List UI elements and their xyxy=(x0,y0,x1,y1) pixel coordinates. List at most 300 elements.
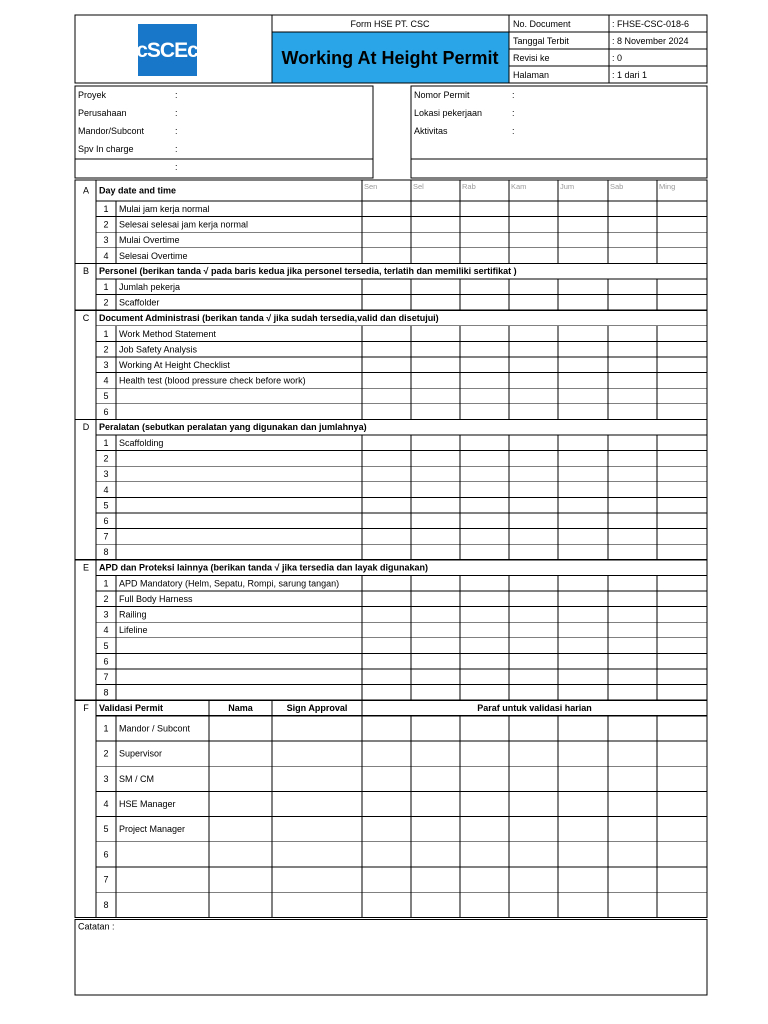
day-cell[interactable] xyxy=(558,482,608,498)
day-cell[interactable] xyxy=(608,685,657,701)
day-cell[interactable] xyxy=(558,653,608,669)
day-cell[interactable] xyxy=(460,497,509,513)
day-cell[interactable] xyxy=(460,892,509,917)
day-cell[interactable] xyxy=(362,817,411,842)
day-cell[interactable] xyxy=(608,741,657,766)
day-cell[interactable] xyxy=(509,741,558,766)
day-cell[interactable] xyxy=(657,817,707,842)
day-cell[interactable] xyxy=(558,892,608,917)
day-cell[interactable] xyxy=(509,357,558,373)
day-cell[interactable] xyxy=(558,544,608,560)
day-cell[interactable] xyxy=(411,638,460,654)
row-label: HSE Manager xyxy=(119,799,176,809)
day-cell[interactable] xyxy=(657,575,707,591)
day-cell[interactable] xyxy=(657,638,707,654)
day-cell[interactable] xyxy=(411,685,460,701)
day-cell[interactable] xyxy=(411,435,460,451)
day-cell[interactable] xyxy=(657,326,707,342)
day-cell[interactable] xyxy=(362,607,411,623)
day-cell[interactable] xyxy=(362,404,411,420)
day-cell[interactable] xyxy=(362,575,411,591)
day-cell[interactable] xyxy=(460,607,509,623)
day-cell[interactable] xyxy=(460,373,509,389)
day-cell[interactable] xyxy=(460,791,509,816)
day-cell[interactable] xyxy=(460,466,509,482)
day-cell[interactable] xyxy=(558,791,608,816)
day-cell[interactable] xyxy=(657,201,707,217)
day-cell[interactable] xyxy=(608,842,657,867)
day-cell[interactable] xyxy=(509,544,558,560)
day-cell[interactable] xyxy=(657,388,707,404)
day-cell[interactable] xyxy=(460,575,509,591)
row-number: 5 xyxy=(103,824,109,835)
page-title: Working At Height Permit xyxy=(281,48,499,68)
day-cell[interactable] xyxy=(657,892,707,917)
day-cell[interactable] xyxy=(608,295,657,311)
day-cell[interactable] xyxy=(509,404,558,420)
nama-field[interactable] xyxy=(209,741,272,766)
day-cell[interactable] xyxy=(608,357,657,373)
day-cell[interactable] xyxy=(509,201,558,217)
day-cell[interactable] xyxy=(608,388,657,404)
day-cell[interactable] xyxy=(411,529,460,545)
day-cell[interactable] xyxy=(362,867,411,892)
day-cell[interactable] xyxy=(411,248,460,264)
day-cell[interactable] xyxy=(460,217,509,233)
sign-field[interactable] xyxy=(272,791,362,816)
day-cell[interactable] xyxy=(509,591,558,607)
day-cell[interactable] xyxy=(362,435,411,451)
day-cell[interactable] xyxy=(558,591,608,607)
day-cell[interactable] xyxy=(362,892,411,917)
row-number: 8 xyxy=(103,899,109,910)
day-cell[interactable] xyxy=(608,341,657,357)
day-cell[interactable] xyxy=(608,513,657,529)
day-cell[interactable] xyxy=(362,295,411,311)
day-cell[interactable] xyxy=(558,867,608,892)
row-label: Scaffolding xyxy=(119,438,164,448)
day-cell[interactable] xyxy=(509,295,558,311)
day-cell[interactable] xyxy=(509,466,558,482)
nama-field[interactable] xyxy=(209,842,272,867)
day-cell[interactable] xyxy=(362,529,411,545)
day-cell[interactable] xyxy=(608,279,657,295)
day-cell[interactable] xyxy=(558,622,608,638)
day-cell[interactable] xyxy=(460,817,509,842)
day-cell[interactable] xyxy=(362,653,411,669)
day-cell[interactable] xyxy=(411,326,460,342)
day-cell[interactable] xyxy=(608,591,657,607)
catatan-label: Catatan : xyxy=(78,921,115,932)
section-letter: A xyxy=(82,185,90,196)
day-cell[interactable] xyxy=(657,341,707,357)
day-cell[interactable] xyxy=(509,669,558,685)
day-cell[interactable] xyxy=(558,497,608,513)
day-cell[interactable] xyxy=(608,622,657,638)
day-cell[interactable] xyxy=(460,544,509,560)
day-cell[interactable] xyxy=(509,326,558,342)
day-cell[interactable] xyxy=(460,622,509,638)
day-cell[interactable] xyxy=(460,766,509,791)
day-cell[interactable] xyxy=(460,653,509,669)
day-cell[interactable] xyxy=(411,669,460,685)
meta-value: : 8 November 2024 xyxy=(612,36,689,46)
row-number: 1 xyxy=(103,328,109,339)
day-cell[interactable] xyxy=(558,295,608,311)
day-cell[interactable] xyxy=(362,326,411,342)
day-cell[interactable] xyxy=(657,232,707,248)
day-cell[interactable] xyxy=(509,817,558,842)
day-cell[interactable] xyxy=(460,685,509,701)
day-cell[interactable] xyxy=(362,513,411,529)
day-cell[interactable] xyxy=(558,842,608,867)
day-cell[interactable] xyxy=(608,497,657,513)
form-label: Form HSE PT. CSC xyxy=(350,19,430,29)
day-cell[interactable] xyxy=(608,482,657,498)
day-cell[interactable] xyxy=(509,622,558,638)
row-number: 1 xyxy=(103,204,109,214)
day-label: Sab xyxy=(610,182,624,191)
day-cell[interactable] xyxy=(509,513,558,529)
day-cell[interactable] xyxy=(657,607,707,623)
row-number: 7 xyxy=(103,672,109,682)
day-cell[interactable] xyxy=(509,685,558,701)
day-cell[interactable] xyxy=(608,217,657,233)
day-cell[interactable] xyxy=(460,867,509,892)
day-cell[interactable] xyxy=(558,466,608,482)
day-cell[interactable] xyxy=(411,892,460,917)
day-cell[interactable] xyxy=(558,388,608,404)
day-cell[interactable] xyxy=(411,591,460,607)
row-number: 2 xyxy=(103,594,109,604)
day-cell[interactable] xyxy=(362,544,411,560)
day-cell[interactable] xyxy=(509,892,558,917)
day-cell[interactable] xyxy=(362,741,411,766)
day-cell[interactable] xyxy=(657,373,707,389)
day-cell[interactable] xyxy=(362,466,411,482)
day-cell[interactable] xyxy=(509,867,558,892)
day-cell[interactable] xyxy=(509,842,558,867)
day-cell[interactable] xyxy=(608,232,657,248)
day-cell[interactable] xyxy=(509,248,558,264)
day-cell[interactable] xyxy=(362,373,411,389)
day-cell[interactable] xyxy=(657,653,707,669)
info-input-field[interactable] xyxy=(517,122,705,140)
day-cell[interactable] xyxy=(558,716,608,741)
day-cell[interactable] xyxy=(411,791,460,816)
day-cell[interactable] xyxy=(411,388,460,404)
day-cell[interactable] xyxy=(657,357,707,373)
day-cell[interactable] xyxy=(608,575,657,591)
sign-field[interactable] xyxy=(272,842,362,867)
day-cell[interactable] xyxy=(362,716,411,741)
day-cell[interactable] xyxy=(608,716,657,741)
day-cell[interactable] xyxy=(362,842,411,867)
day-cell[interactable] xyxy=(558,248,608,264)
day-cell[interactable] xyxy=(411,466,460,482)
day-cell[interactable] xyxy=(657,279,707,295)
day-cell[interactable] xyxy=(509,497,558,513)
day-cell[interactable] xyxy=(608,607,657,623)
day-cell[interactable] xyxy=(362,248,411,264)
nama-field[interactable] xyxy=(209,716,272,741)
day-cell[interactable] xyxy=(558,435,608,451)
day-cell[interactable] xyxy=(657,544,707,560)
day-cell[interactable] xyxy=(362,685,411,701)
info-input-field[interactable] xyxy=(180,140,370,158)
day-cell[interactable] xyxy=(558,513,608,529)
info-input-field[interactable] xyxy=(517,104,705,122)
day-cell[interactable] xyxy=(608,326,657,342)
day-cell[interactable] xyxy=(362,638,411,654)
sign-field[interactable] xyxy=(272,817,362,842)
day-cell[interactable] xyxy=(460,295,509,311)
day-cell[interactable] xyxy=(608,638,657,654)
day-cell[interactable] xyxy=(608,817,657,842)
day-cell[interactable] xyxy=(411,544,460,560)
day-cell[interactable] xyxy=(558,607,608,623)
day-cell[interactable] xyxy=(608,791,657,816)
day-cell[interactable] xyxy=(608,653,657,669)
sign-field[interactable] xyxy=(272,716,362,741)
day-cell[interactable] xyxy=(558,326,608,342)
day-cell[interactable] xyxy=(657,497,707,513)
day-cell[interactable] xyxy=(558,217,608,233)
day-cell[interactable] xyxy=(509,716,558,741)
day-cell[interactable] xyxy=(558,357,608,373)
day-cell[interactable] xyxy=(362,766,411,791)
day-cell[interactable] xyxy=(608,435,657,451)
section-title: Day date and time xyxy=(99,185,177,196)
day-cell[interactable] xyxy=(558,373,608,389)
day-cell[interactable] xyxy=(558,817,608,842)
day-cell[interactable] xyxy=(608,201,657,217)
day-cell[interactable] xyxy=(657,451,707,467)
day-cell[interactable] xyxy=(657,248,707,264)
day-cell[interactable] xyxy=(460,638,509,654)
day-cell[interactable] xyxy=(509,653,558,669)
day-cell[interactable] xyxy=(558,451,608,467)
day-cell[interactable] xyxy=(460,842,509,867)
day-cell[interactable] xyxy=(657,435,707,451)
nama-field[interactable] xyxy=(209,867,272,892)
sign-field[interactable] xyxy=(272,766,362,791)
day-cell[interactable] xyxy=(460,451,509,467)
day-cell[interactable] xyxy=(657,716,707,741)
day-cell[interactable] xyxy=(509,638,558,654)
day-cell[interactable] xyxy=(411,451,460,467)
day-cell[interactable] xyxy=(657,622,707,638)
day-cell[interactable] xyxy=(657,217,707,233)
day-cell[interactable] xyxy=(509,451,558,467)
day-cell[interactable] xyxy=(411,653,460,669)
day-cell[interactable] xyxy=(460,529,509,545)
day-cell[interactable] xyxy=(509,232,558,248)
day-cell[interactable] xyxy=(657,529,707,545)
day-cell[interactable] xyxy=(657,867,707,892)
day-cell[interactable] xyxy=(411,867,460,892)
day-cell[interactable] xyxy=(509,607,558,623)
day-cell[interactable] xyxy=(558,766,608,791)
row-number: 4 xyxy=(103,625,109,636)
info-input-field[interactable] xyxy=(517,86,705,104)
day-cell[interactable] xyxy=(362,451,411,467)
day-cell[interactable] xyxy=(460,716,509,741)
meta-value-field[interactable] xyxy=(609,49,707,66)
day-cell[interactable] xyxy=(460,741,509,766)
day-cell[interactable] xyxy=(509,575,558,591)
day-cell[interactable] xyxy=(657,295,707,311)
day-cell[interactable] xyxy=(608,766,657,791)
day-cell[interactable] xyxy=(657,404,707,420)
day-cell[interactable] xyxy=(411,341,460,357)
info-input-field[interactable] xyxy=(180,158,370,176)
day-cell[interactable] xyxy=(460,279,509,295)
day-cell[interactable] xyxy=(411,482,460,498)
day-cell[interactable] xyxy=(460,341,509,357)
day-cell[interactable] xyxy=(460,669,509,685)
day-cell[interactable] xyxy=(362,497,411,513)
day-cell[interactable] xyxy=(460,201,509,217)
day-cell[interactable] xyxy=(411,817,460,842)
day-cell[interactable] xyxy=(362,357,411,373)
day-cell[interactable] xyxy=(558,685,608,701)
day-cell[interactable] xyxy=(657,842,707,867)
day-cell[interactable] xyxy=(411,741,460,766)
catatan-field[interactable] xyxy=(75,919,707,995)
section-title: Personel (berikan tanda √ pada baris kedua jika personel tersedia, terlatih dan memiliki sertifikat ) xyxy=(99,266,517,277)
day-cell[interactable] xyxy=(558,341,608,357)
day-cell[interactable] xyxy=(509,482,558,498)
day-cell[interactable] xyxy=(411,404,460,420)
day-cell[interactable] xyxy=(460,357,509,373)
day-cell[interactable] xyxy=(460,232,509,248)
day-cell[interactable] xyxy=(362,232,411,248)
day-cell[interactable] xyxy=(657,766,707,791)
day-cell[interactable] xyxy=(657,791,707,816)
day-cell[interactable] xyxy=(460,326,509,342)
day-cell[interactable] xyxy=(558,638,608,654)
day-cell[interactable] xyxy=(558,575,608,591)
nama-field[interactable] xyxy=(209,791,272,816)
day-cell[interactable] xyxy=(657,482,707,498)
day-cell[interactable] xyxy=(362,622,411,638)
day-cell[interactable] xyxy=(558,232,608,248)
sign-field[interactable] xyxy=(272,741,362,766)
day-cell[interactable] xyxy=(362,341,411,357)
nama-field[interactable] xyxy=(209,892,272,917)
day-cell[interactable] xyxy=(411,716,460,741)
day-cell[interactable] xyxy=(509,279,558,295)
day-cell[interactable] xyxy=(362,669,411,685)
sign-field[interactable] xyxy=(272,867,362,892)
nama-field[interactable] xyxy=(209,766,272,791)
day-cell[interactable] xyxy=(657,685,707,701)
day-cell[interactable] xyxy=(608,404,657,420)
day-cell[interactable] xyxy=(460,513,509,529)
day-cell[interactable] xyxy=(608,451,657,467)
day-cell[interactable] xyxy=(558,741,608,766)
section-letter: D xyxy=(82,422,90,433)
row-label: Job Safety Analysis xyxy=(119,344,198,355)
nama-field[interactable] xyxy=(209,817,272,842)
day-cell[interactable] xyxy=(558,279,608,295)
day-cell[interactable] xyxy=(362,591,411,607)
day-cell[interactable] xyxy=(657,591,707,607)
day-cell[interactable] xyxy=(362,388,411,404)
day-cell[interactable] xyxy=(411,295,460,311)
day-cell[interactable] xyxy=(558,669,608,685)
day-cell[interactable] xyxy=(558,404,608,420)
info-input-field[interactable] xyxy=(180,122,370,140)
day-cell[interactable] xyxy=(608,373,657,389)
day-cell[interactable] xyxy=(460,591,509,607)
row-number: 6 xyxy=(103,656,109,667)
day-cell[interactable] xyxy=(411,766,460,791)
day-cell[interactable] xyxy=(608,669,657,685)
day-cell[interactable] xyxy=(460,388,509,404)
day-cell[interactable] xyxy=(509,341,558,357)
day-cell[interactable] xyxy=(362,279,411,295)
day-cell[interactable] xyxy=(509,766,558,791)
day-cell[interactable] xyxy=(509,373,558,389)
day-cell[interactable] xyxy=(657,513,707,529)
row-label: Mulai Overtime xyxy=(119,235,180,246)
day-cell[interactable] xyxy=(411,357,460,373)
day-cell[interactable] xyxy=(608,248,657,264)
day-cell[interactable] xyxy=(608,867,657,892)
day-cell[interactable] xyxy=(608,544,657,560)
day-cell[interactable] xyxy=(362,791,411,816)
day-cell[interactable] xyxy=(362,482,411,498)
day-cell[interactable] xyxy=(509,435,558,451)
day-cell[interactable] xyxy=(411,575,460,591)
day-cell[interactable] xyxy=(657,669,707,685)
day-cell[interactable] xyxy=(558,529,608,545)
day-cell[interactable] xyxy=(411,842,460,867)
day-cell[interactable] xyxy=(509,217,558,233)
day-cell[interactable] xyxy=(411,232,460,248)
day-cell[interactable] xyxy=(411,373,460,389)
day-cell[interactable] xyxy=(460,404,509,420)
day-cell[interactable] xyxy=(657,466,707,482)
day-cell[interactable] xyxy=(411,513,460,529)
day-cell[interactable] xyxy=(657,741,707,766)
day-cell[interactable] xyxy=(460,248,509,264)
day-cell[interactable] xyxy=(509,388,558,404)
day-cell[interactable] xyxy=(460,482,509,498)
day-cell[interactable] xyxy=(509,791,558,816)
day-cell[interactable] xyxy=(411,201,460,217)
info-input-field[interactable] xyxy=(180,86,370,104)
day-cell[interactable] xyxy=(362,217,411,233)
day-cell[interactable] xyxy=(608,529,657,545)
sign-field[interactable] xyxy=(272,892,362,917)
day-cell[interactable] xyxy=(411,217,460,233)
day-cell[interactable] xyxy=(411,607,460,623)
info-input-field[interactable] xyxy=(180,104,370,122)
row-label: Railing xyxy=(119,609,147,620)
day-cell[interactable] xyxy=(608,466,657,482)
day-cell[interactable] xyxy=(362,201,411,217)
day-cell[interactable] xyxy=(509,529,558,545)
day-cell[interactable] xyxy=(411,279,460,295)
day-cell[interactable] xyxy=(411,497,460,513)
day-cell[interactable] xyxy=(608,892,657,917)
day-cell[interactable] xyxy=(460,435,509,451)
day-cell[interactable] xyxy=(411,622,460,638)
day-cell[interactable] xyxy=(558,201,608,217)
